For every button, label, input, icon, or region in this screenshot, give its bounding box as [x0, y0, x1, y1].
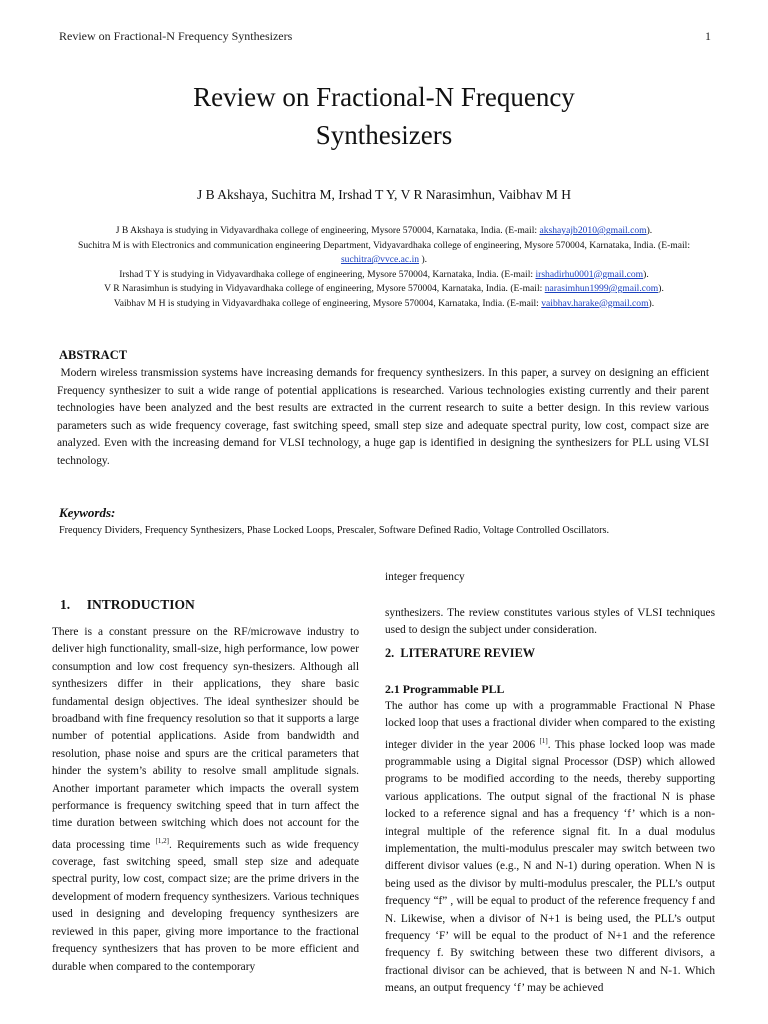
section-number: 1. — [60, 597, 71, 612]
email-link[interactable]: narasimhun1999@gmail.com — [544, 283, 659, 294]
keywords-body: Frequency Dividers, Frequency Synthesizers, Phase Locked Loops, Prescaler, Software Defined Radio, Voltage Controlled Oscillators. — [59, 525, 610, 536]
section-1-heading — [60, 597, 195, 613]
running-header — [59, 29, 711, 44]
affiliation-1: J B Akshaya is studying in Vidyavardhaka college of engineering, Mysore 570004, Karnataka, India. (E-mail: akshayajb2010@gmail.com). — [115, 225, 653, 236]
author-list: J B Akshaya, Suchitra M, Irshad T Y, V R Narasimhun, Vaibhav M H — [196, 187, 572, 202]
introduction-body: There is a constant pressure on the RF/microwave industry to deliver high functionality, small-size, high performance, low power consumption and low cost frequency syn-thesizers. Although all synthesizers differ in their applications, they share basic fundamental design objectives. The ideal synthesizer should be broadband with fine frequency resolution so that it supports a large number of potential applications. Aside from bandwidth and resolution, phase noise and spurs are the critical parameters that hinder the system’s ability to resolve small amplitude signals. Another important parameter which impacts the overall system performance is frequency switching speed that in turn affect the time duration between switching which does not account for the data processing time [1,2]. Requirements such as wide frequency coverage, fast switching speed, small step size and adequate spectral purity, low cost, compact size; are the prime drivers in the development of modern frequency synthesizers. Various techniques used in designing and developing frequency synthesizers are reviewed in this paper, giving more importance to the fractional frequency synthesizers that has proven to be more efficient and durable when compared to the contemporary — [52, 626, 359, 973]
affiliations — [40, 224, 728, 311]
abstract-body: Modern wireless transmission systems have increasing demands for frequency synthesizers. In this paper, a survey on designing an efficient Frequency synthesizer to suit a wide range of potential applications is researched. Various technologies existing currently and their parent technologies have been analyzed and the best results are extracted in the current research to suite a better design. In this review various parameters such as wide frequency coverage, fast switching speed, small step size and adequate spectral purity, low cost, compact size are analyzed. Even with the increasing demand for VLSI technology, a huge gap is identified in designing the synthesizers for PLL using VLSI technology. — [57, 367, 712, 467]
abstract-heading: ABSTRACT — [59, 348, 128, 362]
continued-fragment: integer frequency — [385, 571, 465, 583]
section-title: INTRODUCTION — [86, 597, 195, 612]
keywords-heading: Keywords: — [59, 505, 116, 520]
affiliation-4: V R Narasimhun is studying in Vidyavardhaka college of engineering, Mysore 570004, Karnataka, India. (E-mail: narasimhun1999@gmail.com). — [104, 283, 664, 294]
email-link[interactable]: vaibhav.harake@gmail.com — [541, 297, 649, 309]
affiliation-2: Suchitra M is with Electronics and communication engineering Department, Vidyavardhaka college of engineering, Mysore 570004, Karnataka, India. (E-mail: suchitra@vvce.ac.in ). — [78, 239, 690, 265]
programmable-pll-body: The author has come up with a programmable Fractional N Phase locked loop that uses a fractional divider when compared to the existing integer divider in the year 2006 [1]. This phase locked loop was made programmable using a Digital signal Processor (DSP) which allowed programs to be modified according to the needs, thereby supporting various applications. The output signal of the fractional N is phase locked to a reference signal and has a frequency ‘f’ which is a non-integral multiple of the reference signal fit. In a dual modulus implementation, the multi-modulus prescaler may switch between two different divisor values (e.g., N and N-1) during operation. When N is being used as the divisor by multi-modulus prescaler, the PLL’s output frequency “f” , will be equal to product of the reference frequency f and N. Likewise, when a divisor of N+1 is being used, the PLL’s output frequency ‘F’ will be equal to the product of N+1 and the reference frequency f. By switching between these two different divisors, a fractional divisor can be achieved, that is between N and N-1. Which means, an output frequency ‘f’ may be achieved — [385, 700, 715, 995]
title-line-2: Synthesizers — [315, 120, 453, 150]
email-link[interactable]: irshadirhu0001@gmail.com — [535, 268, 644, 280]
page-number: 1 — [705, 29, 711, 43]
section-2-heading: 2. LITERATURE REVIEW — [385, 646, 536, 660]
running-title: Review on Fractional-N Frequency Synthesizers — [59, 29, 293, 43]
email-link[interactable]: akshayajb2010@gmail.com — [539, 225, 647, 236]
paper-title — [0, 78, 768, 154]
affiliation-3: Irshad T Y is studying in Vidyavardhaka college of engineering, Mysore 570004, Karnataka, India. (E-mail: irshadirhu0001@gmail.com). — [119, 268, 649, 280]
title-line-1: Review on Fractional-N Frequency — [193, 82, 575, 112]
affiliation-5: Vaibhav M H is studying in Vidyavardhaka college of engineering, Mysore 570004, Karnataka, India. (E-mail: vaibhav.harake@gmail.com). — [113, 297, 655, 309]
citation: [1,2] — [155, 836, 169, 845]
email-link[interactable]: suchitra@vvce.ac.in — [340, 254, 420, 265]
introduction-continued: synthesizers. The review constitutes various styles of VLSI techniques used to design the subject under consideration. — [385, 607, 715, 637]
citation: [1] — [539, 736, 548, 745]
subsection-2-1-heading: 2.1 Programmable PLL — [385, 682, 505, 696]
